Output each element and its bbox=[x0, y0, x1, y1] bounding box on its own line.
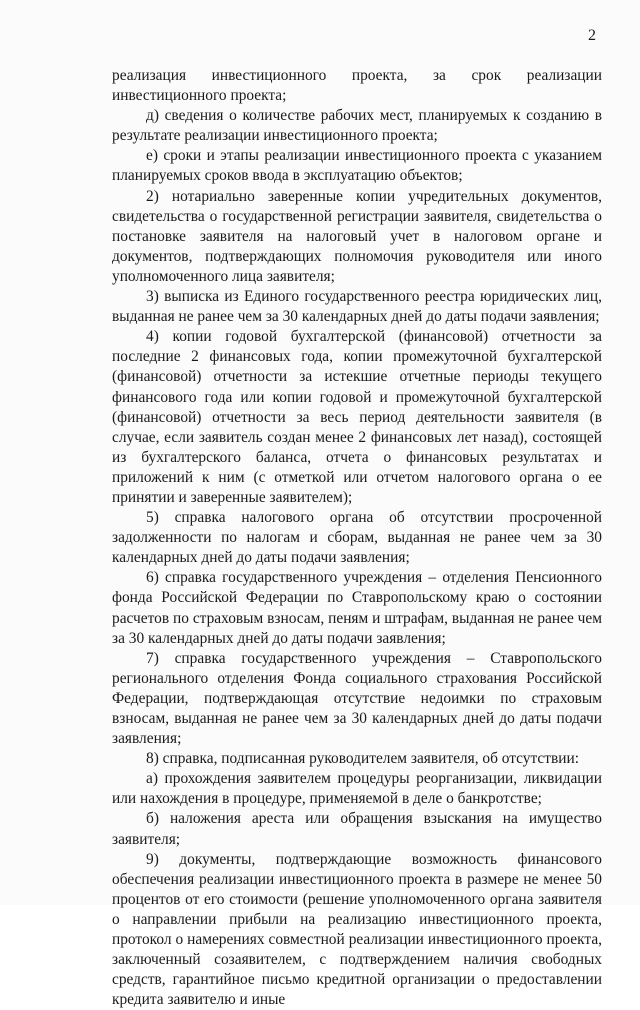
paragraph-item-8a: а) прохождения заявителем процедуры реорганизации, ликвидации или нахождения в процедуре, применяемой в деле о банкротстве; bbox=[112, 770, 602, 808]
paragraph-item-8: 8) справка, подписанная руководителем заявителя, об отсутствии: bbox=[146, 750, 579, 768]
paragraph-item-e: е) сроки и этапы реализации инвестиционного проекта с указанием планируемых сроков ввода в эксплуатацию объектов; bbox=[112, 147, 602, 185]
page-number: 2 bbox=[588, 27, 596, 44]
paragraph-item-7: 7) справка государственного учреждения – Ставропольского регионального отделения Фонда социального страхования Российской Федерации, подтверждающая отсутствие недоимки по страховым взносам, выданная не ранее чем за 30 календарных дней до даты подачи заявления; bbox=[112, 649, 602, 748]
paragraph-item-3: 3) выписка из Единого государственного реестра юридических лиц, выданная не ранее чем за 30 календарных дней до даты подачи заявления; bbox=[112, 288, 602, 326]
paragraph-item-8b: б) наложения ареста или обращения взыскания на имущество заявителя; bbox=[112, 810, 602, 848]
body-text bbox=[112, 66, 602, 1010]
paragraph-item-5: 5) справка налогового органа об отсутствии просроченной задолженности по налогам и сборам, выданная не ранее чем за 30 календарных дней до даты подачи заявления; bbox=[112, 509, 602, 567]
paragraph-continuation: реализация инвестиционного проекта, за срок реализации инвестиционного проекта; bbox=[112, 67, 602, 105]
paragraph-item-9: 9) документы, подтверждающие возможность финансового обеспечения реализации инвестиционного проекта в размере не менее 50 процентов от его стоимости (решение уполномоченного органа заявителя о направлении прибыли на реализацию инвестиционного проекта, протокол о намерениях совместной реализации инвестиционного проекта, заключенный созаявителем, с подтверждением наличия свободных средств, гарантийное письмо кредитной организации о предоставлении кредита заявителю и иные bbox=[112, 850, 602, 1009]
paragraph-item-2: 2) нотариально заверенные копии учредительных документов, свидетельства о государственной регистрации заявителя, свидетельства о постановке заявителя на налоговый учет в налоговом органе и документов, подтверждающих полномочия руководителя или иного уполномоченного лица заявителя; bbox=[112, 187, 602, 285]
paragraph-item-6: 6) справка государственного учреждения – отделения Пенсионного фонда Российской Федерации по Ставропольскому краю о состоянии расчетов по страховым взносам, пеням и штрафам, выданная не ранее чем за 30 календарных дней до даты подачи заявления; bbox=[112, 569, 602, 647]
paragraph-item-d: д) сведения о количестве рабочих мест, планируемых к созданию в результате реализации инвестиционного проекта; bbox=[112, 107, 602, 145]
paragraph-item-4: 4) копии годовой бухгалтерской (финансовой) отчетности за последние 2 финансовых года, копии промежуточной бухгалтерской (финансовой) отчетности за истекшие отчетные периоды текущего финансового года или копии годовой и промежуточной бухгалтерской (финансовой) отчетности за весь период деятельности заявителя (в случае, если заявитель создан менее 2 финансовых лет назад), состоящей из бухгалтерского баланса, отчета о финансовых результатах и приложений к ним (с отметкой или отчетом налогового органа о ее принятии и заверенные заявителем); bbox=[112, 328, 602, 506]
